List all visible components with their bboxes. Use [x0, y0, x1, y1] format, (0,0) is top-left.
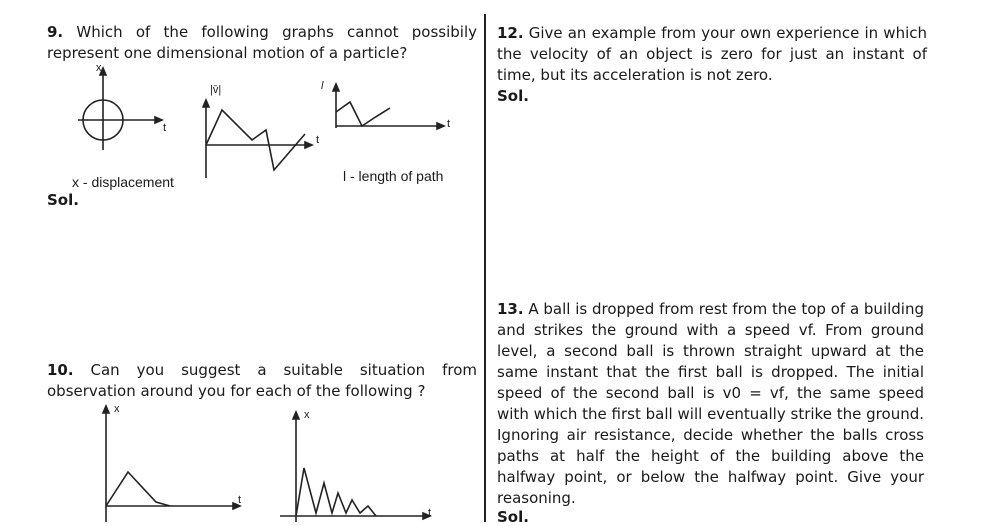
question-13-line-1: A ball is dropped from rest from the top of a building: [528, 300, 924, 318]
graph-9b-y-label: |v̄|: [210, 84, 222, 96]
graph-9c-y-label: l: [321, 80, 324, 92]
question-12-number: 12.: [497, 24, 524, 42]
graph-9b: [200, 90, 320, 190]
question-12-text: [497, 23, 927, 86]
question-9-line-2: represent one dimensional motion of a particle?: [47, 44, 408, 62]
graph-10b: [290, 408, 440, 522]
question-13-line-8: paths at half the height of the building above the: [497, 447, 924, 465]
question-13-line-10: reasoning.: [497, 489, 576, 507]
graph-10a-y-label: x: [114, 403, 120, 415]
graph-10a-x-label: t: [238, 494, 242, 506]
caption-length-of-path: l - length of path: [343, 168, 444, 184]
question-13-line-4: same instant that the first ball is dropped. The initial: [497, 363, 924, 381]
graph-9c-x-label: t: [447, 118, 451, 130]
question-13-line-7: Ignoring air resistance, decide whether the balls cross: [497, 426, 924, 444]
graph-9b-x-label: t: [316, 134, 320, 146]
graph-9a: [70, 62, 180, 157]
question-12-line-3: time, but its acceleration is not zero.: [497, 66, 773, 84]
graph-10a: [100, 402, 250, 522]
question-13-line-2: and strikes the ground with a speed vf. From ground: [497, 321, 924, 339]
question-13-line-3: level, a second ball is thrown straight upward at the: [497, 342, 924, 360]
question-10-text: [47, 360, 477, 402]
question-12-line-2: the velocity of an object is zero for just an instant of: [497, 45, 927, 63]
question-10-line-1: Can you suggest a suitable situation from: [90, 361, 477, 379]
caption-displacement: x - displacement: [72, 174, 174, 190]
question-10-number: 10.: [47, 361, 74, 379]
graph-10b-x-label: t: [428, 507, 432, 519]
question-9-number: 9.: [47, 23, 64, 41]
question-13-number: 13.: [497, 300, 524, 318]
question-12-line-1: Give an example from your own experience in which: [528, 24, 927, 42]
question-13-line-6: with which the first ball will eventually strike the ground.: [497, 405, 924, 423]
column-divider: [484, 14, 486, 522]
question-12-solution-label: Sol.: [497, 87, 529, 105]
question-13-solution-label: Sol.: [497, 508, 529, 526]
question-10-line-2: observation around you for each of the following ?: [47, 382, 426, 400]
graph-9c: [330, 82, 450, 142]
graph-9a-x-label: t: [163, 122, 167, 134]
question-13-line-9: halfway point, or below the halfway point. Give your: [497, 468, 924, 486]
question-9-solution-label: Sol.: [47, 191, 79, 209]
question-13-line-5: speed of the second ball is v0 = vf, the same speed: [497, 384, 924, 402]
question-9-line-1: Which of the following graphs cannot possibily: [76, 23, 477, 41]
question-13-text: [497, 299, 924, 509]
graph-9a-y-label: x: [96, 62, 102, 74]
question-9-text: [47, 22, 477, 64]
graph-10b-y-label: x: [304, 409, 310, 421]
